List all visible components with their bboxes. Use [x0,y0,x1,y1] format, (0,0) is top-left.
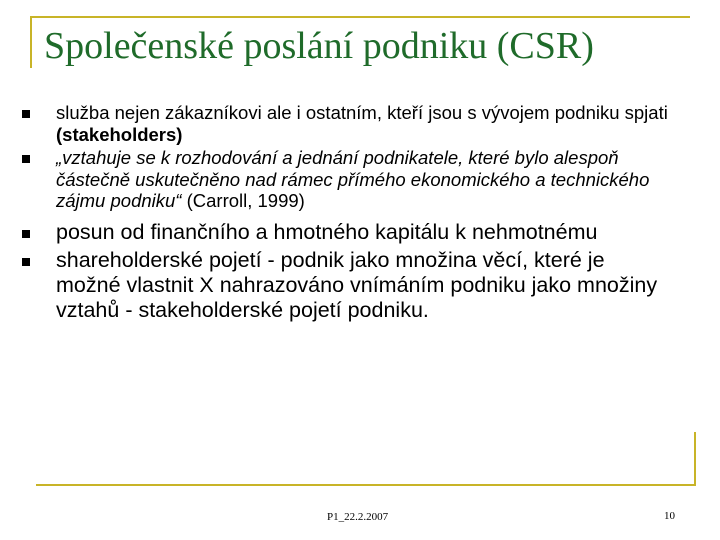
bullet-list [22,102,672,323]
bullet-item-2 [22,147,672,212]
bullet-item-1 [22,102,672,145]
bullet-item-3 [22,220,672,245]
bullet-3-text: posun od finančního a hmotného kapitálu k nehmotnému [56,219,598,244]
bullet-2-citation: (Carroll, 1999) [181,190,305,211]
frame-bottom-line [36,484,696,486]
square-bullet-icon [22,155,30,163]
bullet-4-text: shareholderské pojetí - podnik jako množina věcí, které je možné vlastnit X nahrazováno vnímáním podniku jako množiny vztahů - stakeholderské pojetí podniku. [56,247,658,322]
page-number: 10 [664,510,675,522]
frame-right-line [694,432,696,486]
bullet-item-4 [22,248,672,323]
frame-left-line [30,16,32,68]
footer-date: P1_22.2.2007 [327,511,389,523]
bullet-1-bold: (stakeholders) [56,123,183,145]
frame-top-line [30,16,690,18]
square-bullet-icon [22,258,30,266]
square-bullet-icon [22,230,30,238]
bullet-text-1 [56,102,672,145]
square-bullet-icon [22,110,30,118]
bullet-2-quote: „vztahuje se k rozhodování a jednání podnikatele, které bylo alespoň částečně uskutečněno nad rámec přímého ekonomického a technického zájmu podniku“ [56,147,650,211]
bullet-text-2 [56,147,672,212]
slide-title: Společenské poslání podniku (CSR) [44,25,594,67]
bullet-1-text: služba nejen zákazníkovi ale i ostatním, kteří jsou s vývojem podniku spjati [56,102,668,123]
